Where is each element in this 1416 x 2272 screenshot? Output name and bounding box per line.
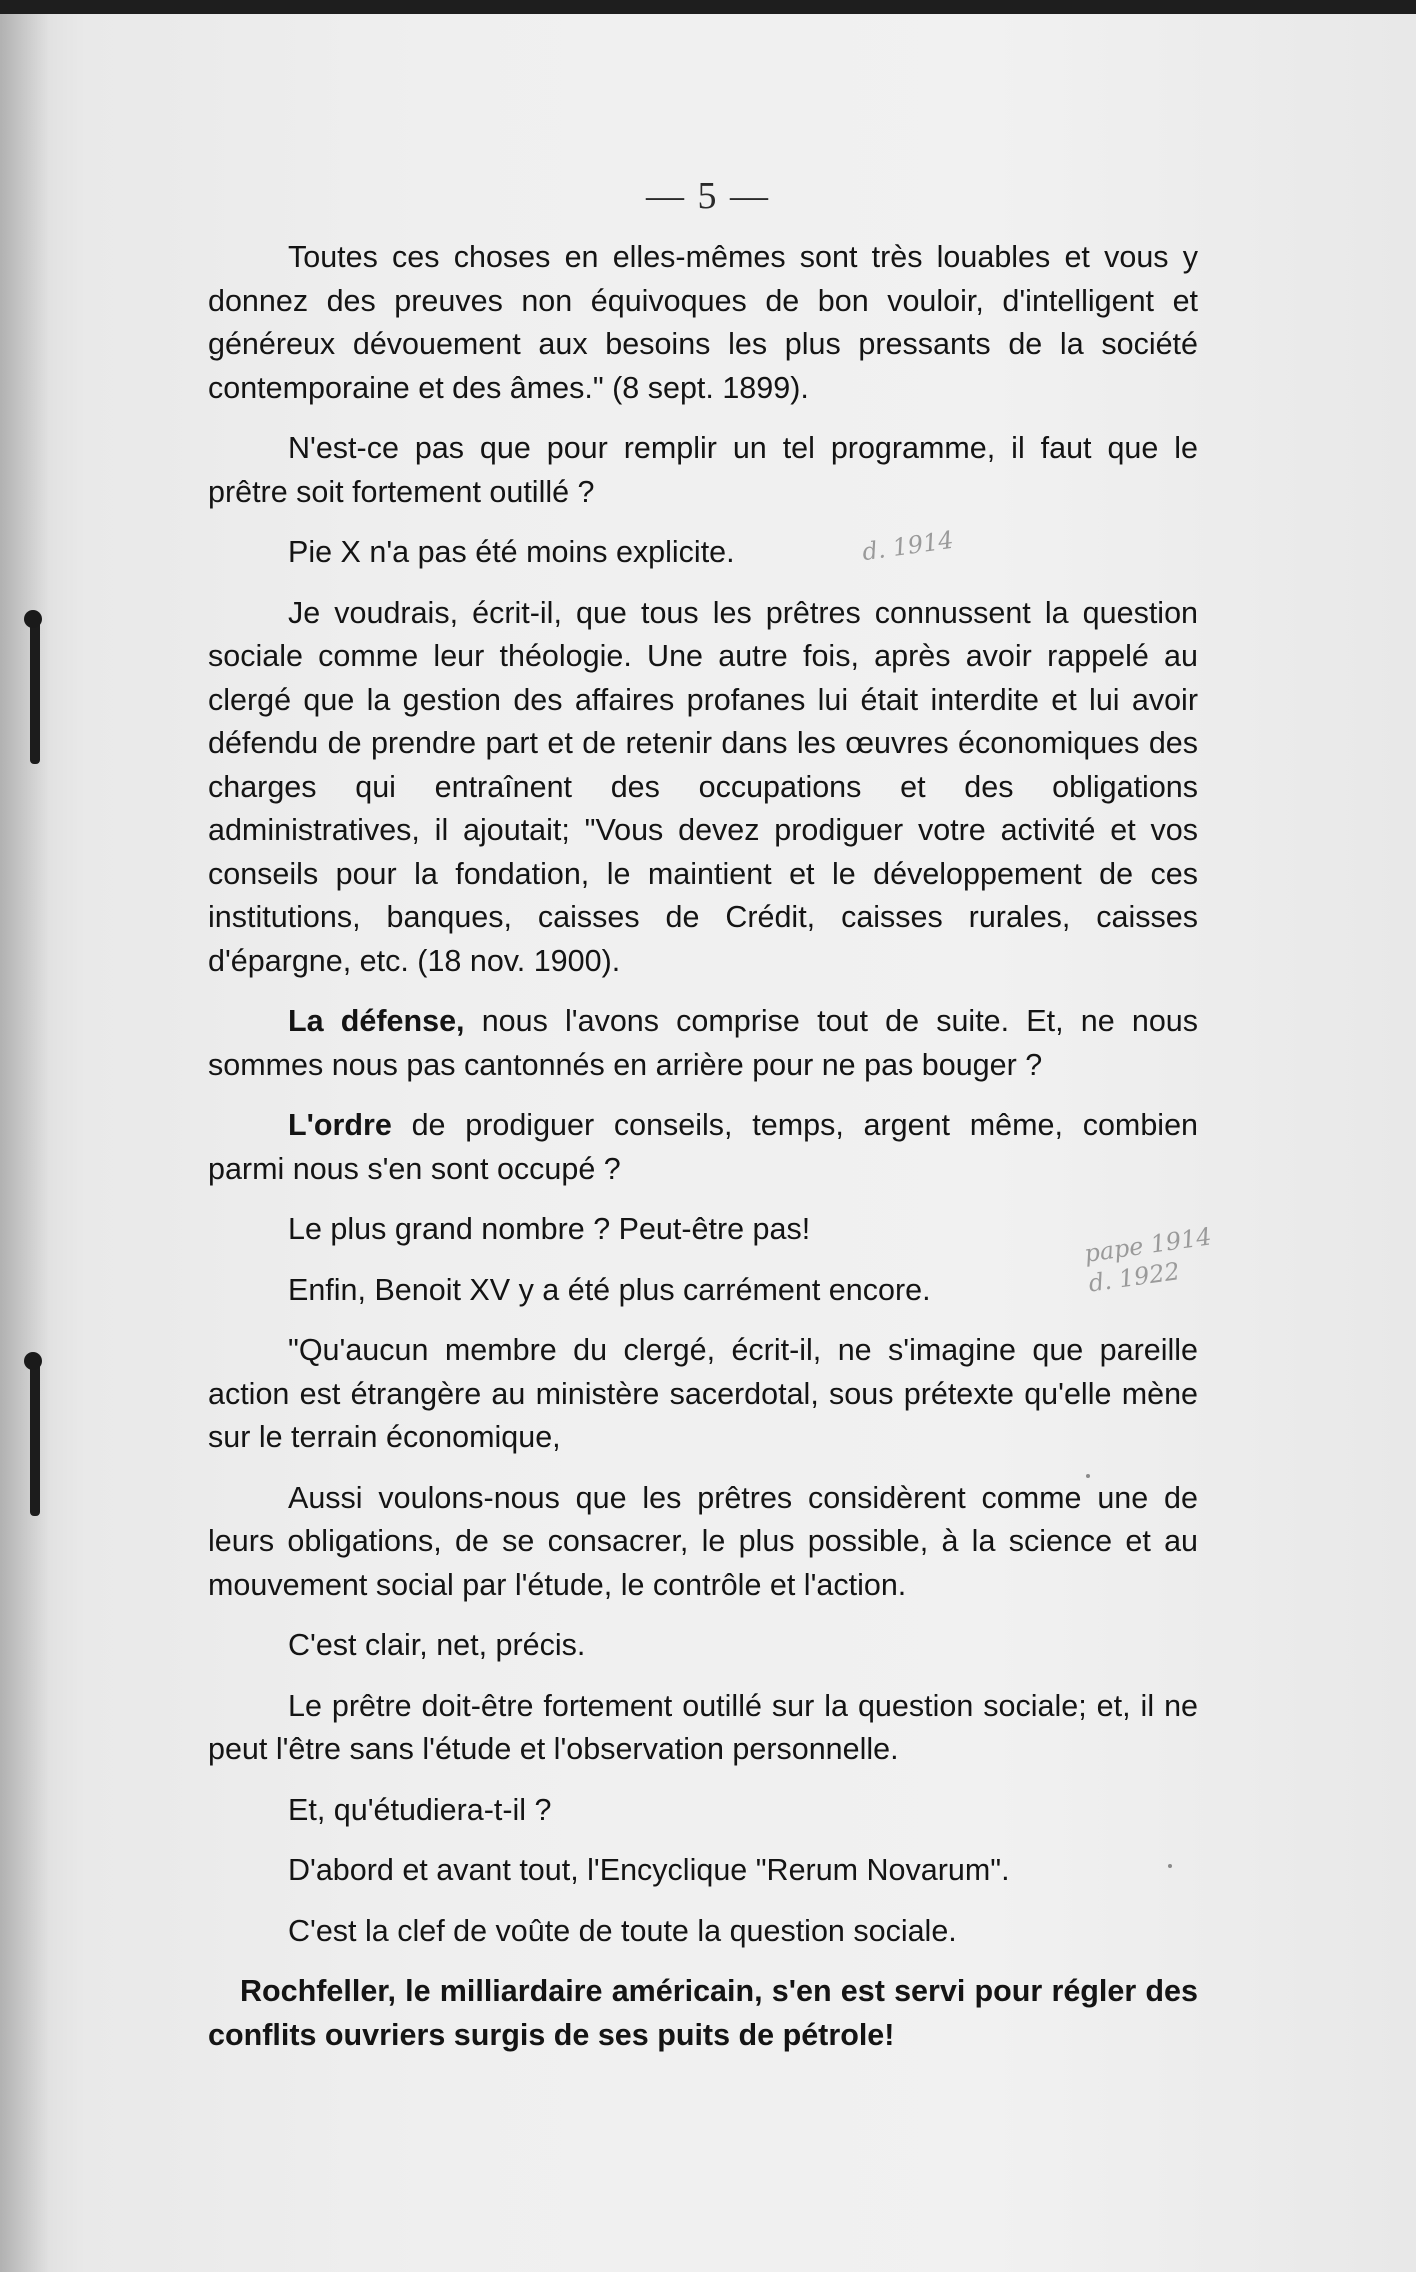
paragraph-lead: La défense,: [288, 1004, 465, 1038]
paragraph-lead: L'ordre: [288, 1108, 392, 1142]
paragraph: Aussi voulons-nous que les prêtres considèrent comme une de leurs obligations, de se consacrer, le plus possible, à la science et au mouvement social par l'étude, le contrôle et l'action.: [208, 1480, 1198, 1602]
paragraph: [208, 1000, 1198, 1087]
handwritten-annotation: d. 1914: [860, 525, 956, 567]
paragraph: Le plus grand nombre ? Peut-être pas!: [288, 1212, 811, 1246]
paragraph: N'est-ce pas que pour remplir un tel programme, il faut que le prêtre soit fortement outillé ?: [208, 431, 1198, 509]
body-text: [208, 236, 1198, 2074]
binding-staple: [30, 1356, 40, 1516]
paragraph: Pie X n'a pas été moins explicite.: [288, 535, 735, 569]
annotation-line: d. 1922: [1086, 1257, 1182, 1298]
paragraph: Et, qu'étudiera-t-il ?: [288, 1792, 552, 1827]
paragraph: C'est la clef de voûte de toute la question sociale.: [288, 1913, 957, 1948]
paragraph: D'abord et avant tout, l'Encyclique "Rerum Novarum".: [288, 1853, 1010, 1887]
paragraph: "Qu'aucun membre du clergé, écrit-il, ne s'imagine que pareille action est étrangère au ministère sacerdotal, sous prétexte qu'elle mène sur le terrain économique,: [208, 1333, 1198, 1454]
paragraph-rest: de prodiguer conseils, temps, argent même, combien parmi nous s'en sont occupé ?: [208, 1108, 1198, 1186]
paragraph: Rochfeller, le milliardaire américain, s'en est servi pour régler des conflits ouvriers surgis de ses puits de pétrole!: [208, 1974, 1198, 2052]
binding-shadow: [0, 14, 50, 2272]
page-number: — 5 —: [646, 175, 770, 217]
paragraph: C'est clair, net, précis.: [288, 1628, 586, 1662]
binding-staple: [30, 614, 40, 764]
annotation-line: pape 1914: [1082, 1222, 1214, 1268]
paragraph-rest: nous l'avons comprise tout de suite. Et, ne nous sommes nous pas cantonnés en arrière pour ne pas bouger ?: [208, 1004, 1198, 1082]
binding-staple-head: [24, 1352, 42, 1370]
binding-staple-head: [24, 610, 42, 628]
paragraph: Toutes ces choses en elles-mêmes sont très louables et vous y donnez des preuves non équivoques de bon vouloir, d'intelligent et généreux dévouement aux besoins les plus pressants de la société contemporaine et des âmes." (8 sept. 1899).: [208, 240, 1198, 405]
paragraph: [208, 1104, 1198, 1191]
paragraph: Le prêtre doit-être fortement outillé sur la question sociale; et, il ne peut l'être sans l'étude et l'observation personnelle.: [208, 1688, 1198, 1766]
paragraph: Je voudrais, écrit-il, que tous les prêtres connussent la question sociale comme leur théologie. Une autre fois, après avoir rappelé au clergé que la gestion des affaires profanes lui était interdite et lui avoir défendu de prendre part et de retenir dans les œuvres économiques des charges qui entraînent des occupations et des obligations administratives, il ajoutait; "Vous devez prodiguer votre activité et vos conseils pour la fondation, le maintient et le développement de ces institutions, banques, caisses de Crédit, caisses rurales, caisses d'épargne, etc. (18 nov. 1900).: [208, 595, 1198, 978]
paragraph: Enfin, Benoit XV y a été plus carrément encore.: [288, 1272, 931, 1307]
